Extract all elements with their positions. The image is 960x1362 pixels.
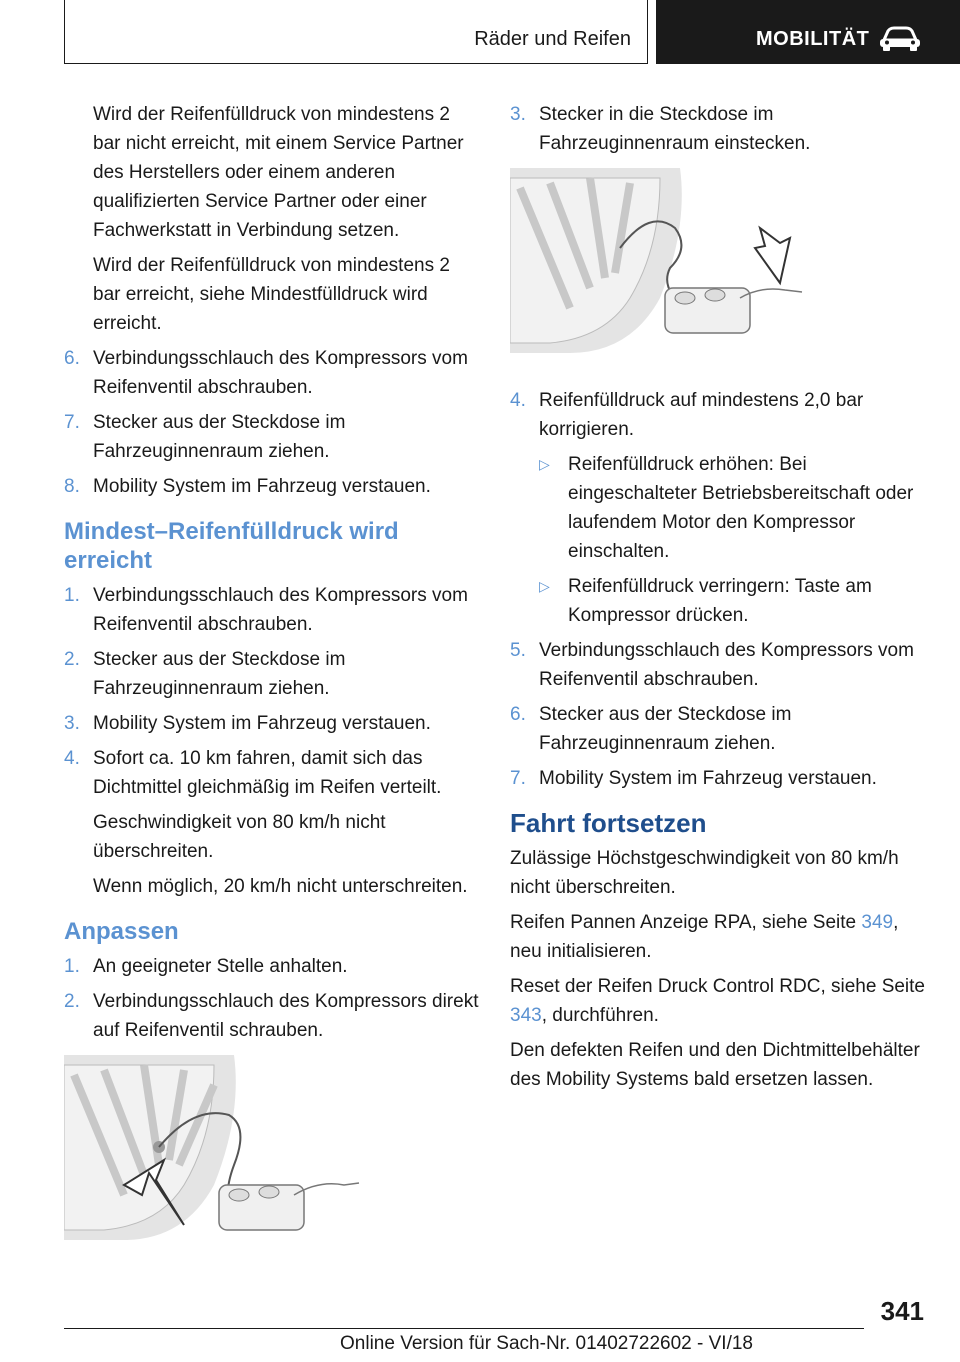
sub-item-text: Reifenfülldruck verringern: Taste am Kompressor drücken. [568, 576, 872, 626]
step-number: 4. [64, 748, 80, 769]
step-text: Stecker aus der Steckdose im Fahrzeuginnenraum ziehen. [539, 704, 792, 754]
list-item [510, 700, 930, 758]
list-item [64, 408, 480, 466]
triangle-bullet-icon: ▷ [539, 578, 550, 594]
step-text: Stecker aus der Steckdose im Fahrzeuginnenraum ziehen. [93, 649, 346, 699]
step-text: Reifenfülldruck auf mindestens 2,0 bar korrigieren. [539, 390, 864, 440]
paragraph-text: Reifen Pannen Anzeige RPA, siehe Seite [510, 912, 862, 933]
step-number: 7. [510, 768, 526, 789]
header-chapter-box [656, 0, 960, 64]
step-text: An geeigneter Stelle anhalten. [93, 956, 348, 977]
paragraph: Zulässige Höchstgeschwindigkeit von 80 km/h nicht überschreiten. [510, 848, 899, 898]
step-text: Stecker aus der Steckdose im Fahrzeuginnenraum ziehen. [93, 412, 346, 462]
step-text: Verbindungsschlauch des Kompressors vom Reifenventil abschrauben. [93, 585, 468, 635]
section-heading: Mindest–Reifenfülldruck wird erreicht [64, 518, 399, 574]
list-item [64, 709, 480, 738]
list-item [64, 645, 480, 703]
step-number: 5. [510, 640, 526, 661]
list-item [510, 386, 930, 444]
step-text: Mobility System im Fahrzeug verstauen. [93, 476, 431, 497]
step-text: Sofort ca. 10 km fahren, damit sich das Dichtmittel gleichmäßig im Reifen verteilt. [93, 748, 442, 798]
page-number: 341 [880, 1296, 924, 1326]
list-item [64, 744, 480, 802]
step-number: 8. [64, 476, 80, 497]
list-item [510, 100, 930, 158]
triangle-bullet-icon: ▷ [539, 456, 550, 472]
car-icon [878, 26, 922, 52]
list-item [64, 581, 480, 639]
list-item [510, 764, 930, 793]
list-item [64, 952, 480, 981]
footer-text: Online Version für Sach-Nr. 01402722602 - VI/18 [340, 1333, 753, 1354]
footer-divider [64, 1328, 864, 1329]
section-heading: Fahrt fortsetzen [510, 808, 707, 838]
section-title: Räder und Reifen [474, 28, 631, 50]
step-number: 2. [64, 991, 80, 1012]
paragraph-text: Reset der Reifen Druck Control RDC, siehe Seite [510, 976, 926, 997]
paragraph-text: , neu initialisieren. [510, 912, 899, 962]
step-number: 3. [64, 713, 80, 734]
sub-item-text: Reifenfülldruck erhöhen: Bei eingeschalteter Betriebsbereitschaft oder laufendem Motor den Kompressor einschalten. [568, 454, 914, 562]
page-link-343[interactable]: 343 [510, 1005, 542, 1026]
step-number: 2. [64, 649, 80, 670]
step-text: Mobility System im Fahrzeug verstauen. [93, 713, 431, 734]
paragraph [510, 972, 930, 1030]
paragraph-text: , durchführen. [541, 1005, 659, 1026]
paragraph: Wird der Reifenfülldruck von mindestens 2 bar nicht erreicht, mit einem Service Partner des Herstellers oder einem anderen qualifizierten Service Partner oder einer Fachwerkstatt in Verbindung setzen. [93, 104, 464, 241]
page-link-349[interactable]: 349 [861, 912, 894, 933]
step-number: 6. [64, 348, 80, 369]
step-text: Verbindungsschlauch des Kompressors vom Reifenventil abschrauben. [539, 640, 914, 690]
step-text: Verbindungsschlauch des Kompressors direkt auf Reifenventil schrauben. [93, 991, 479, 1041]
paragraph: Wird der Reifenfülldruck von mindestens 2 bar erreicht, siehe Mindestfülldruck wird erreicht. [93, 255, 450, 334]
paragraph: Den defekten Reifen und den Dichtmittelbehälter des Mobility Systems bald ersetzen lassen. [510, 1040, 920, 1090]
list-item [64, 344, 480, 402]
right-column [510, 100, 930, 1100]
paragraph [510, 908, 930, 966]
note: Geschwindigkeit von 80 km/h nicht überschreiten. [93, 812, 386, 862]
step-number: 1. [64, 585, 80, 606]
list-item [64, 987, 480, 1045]
step-text: Stecker in die Steckdose im Fahrzeuginnenraum einstecken. [539, 104, 811, 154]
chapter-title: MOBILITÄT [756, 28, 870, 50]
left-column [64, 100, 480, 1273]
step-number: 4. [510, 390, 526, 411]
sub-item [539, 450, 930, 566]
section-heading: Anpassen [64, 918, 179, 945]
step-text: Verbindungsschlauch des Kompressors vom Reifenventil abschrauben. [93, 348, 468, 398]
sub-item [539, 572, 930, 630]
list-item [64, 472, 480, 501]
step-number: 7. [64, 412, 80, 433]
tire-compressor-illustration [64, 1055, 364, 1240]
step-text: Mobility System im Fahrzeug verstauen. [539, 768, 877, 789]
compressor-plug-illustration [510, 168, 810, 353]
step-number: 6. [510, 704, 526, 725]
list-item [510, 636, 930, 694]
step-number: 1. [64, 956, 80, 977]
step-number: 3. [510, 104, 526, 125]
header-section-box [64, 0, 648, 64]
note: Wenn möglich, 20 km/h nicht unterschreiten. [93, 876, 468, 897]
